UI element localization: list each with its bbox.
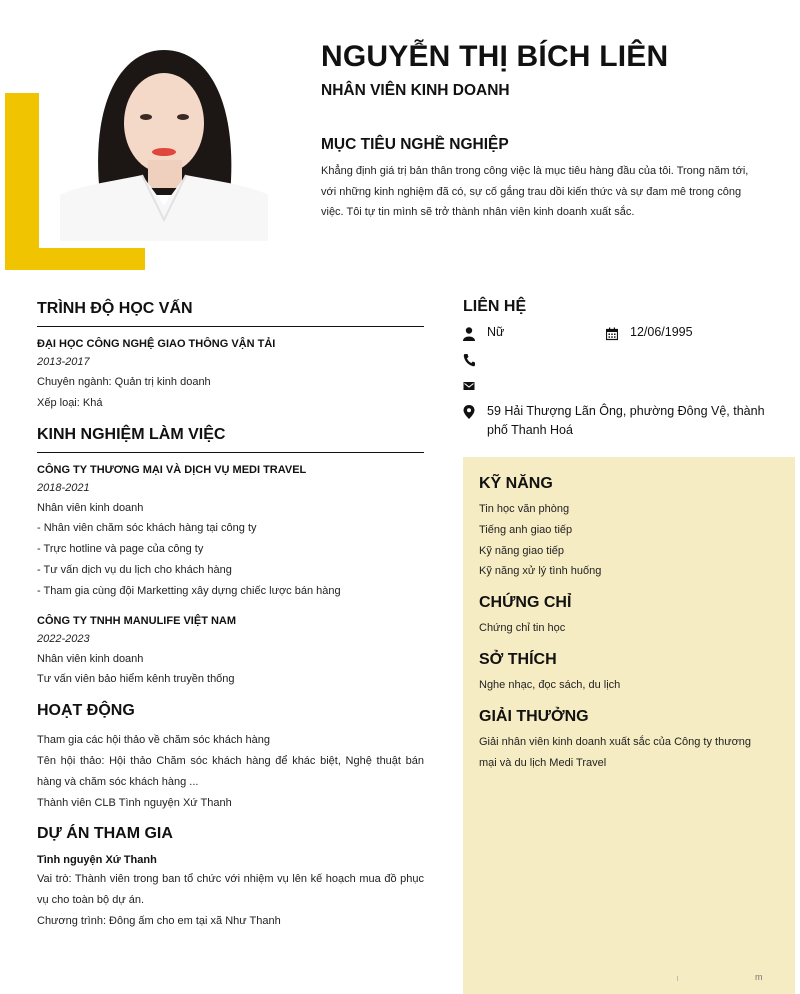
- experience-heading: KINH NGHIỆM LÀM VIỆC: [37, 425, 226, 443]
- projects-section: [37, 823, 424, 931]
- experience-line: - Trực hotline và page của công ty: [37, 543, 204, 556]
- experience-date: 2018-2021: [37, 481, 90, 494]
- projects-heading: DỰ ÁN THAM GIA: [37, 825, 173, 843]
- person-icon: [463, 327, 475, 341]
- awards-text: Giải nhân viên kinh doanh xuất sắc của Công ty thương mại và du lịch Medi Travel: [479, 735, 752, 769]
- footer-mark-line: [677, 976, 678, 981]
- hobbies-heading: SỞ THÍCH: [479, 650, 557, 668]
- experience-line: Nhân viên kinh doanh: [37, 501, 144, 514]
- education-date: 2013-2017: [37, 356, 90, 368]
- skill-item: Tiếng anh giao tiếp: [479, 523, 573, 536]
- education-section: [37, 298, 424, 414]
- job-title: NHÂN VIÊN KINH DOANH: [321, 82, 510, 99]
- experience-section: [37, 424, 424, 691]
- contact-row-phone: [463, 348, 783, 374]
- contact-heading: LIÊN HỆ: [463, 298, 527, 315]
- experience-line: - Nhân viên chăm sóc khách hàng tại công ty: [37, 522, 257, 535]
- location-pin-icon: [463, 405, 475, 419]
- address-value: 59 Hải Thượng Lãn Ông, phường Đông Vệ, thành phố Thanh Hoá: [487, 404, 765, 437]
- activities-section: [37, 700, 424, 813]
- skill-item: Kỹ năng giao tiếp: [479, 544, 565, 557]
- contact-row-address: [463, 402, 783, 440]
- company-name: CÔNG TY THƯƠNG MẠI VÀ DỊCH VỤ MEDI TRAVEL: [37, 463, 307, 476]
- profile-photo: [60, 45, 268, 241]
- awards-heading: GIẢI THƯỞNG: [479, 707, 589, 725]
- activities-heading: HOẠT ĐỘNG: [37, 702, 135, 720]
- project-line: Vai trò: Thành viên trong ban tổ chức với nhiệm vụ lên kế hoạch mua đồ phục vụ cho toàn bộ dự án.: [37, 873, 424, 907]
- experience-line: - Tư vấn dịch vụ du lịch cho khách hàng: [37, 563, 232, 576]
- activity-line: Thành viên CLB Tình nguyện Xứ Thanh: [37, 796, 232, 809]
- calendar-icon: [606, 327, 618, 341]
- project-line: Chương trình: Đông ấm cho em tại xã Như Thanh: [37, 914, 281, 927]
- contact-row-gender-birthday: [463, 322, 783, 348]
- birthday-value: 12/06/1995: [630, 325, 693, 339]
- gender-value: Nữ: [487, 325, 505, 339]
- skill-item: Kỹ năng xử lý tình huống: [479, 565, 602, 578]
- contact-row-email: [463, 374, 783, 400]
- accent-bar-horizontal: [5, 248, 145, 270]
- phone-icon: [463, 353, 475, 367]
- experience-date: 2022-2023: [37, 632, 90, 645]
- objective-text: Khẳng định giá trị bản thân trong công việc là mục tiêu hàng đầu của tôi. Trong năm tới, với những kinh nghiệm đã có, sự cố gắng trau dồi kiến thức và sự đam mê trong công việc. Tôi tự tin mình sẽ trở thành nhân viên kinh doanh xuất sắc.: [321, 165, 749, 218]
- company-name: CÔNG TY TNHH MANULIFE VIỆT NAM: [37, 614, 237, 627]
- certificate-item: Chứng chỉ tin học: [479, 622, 566, 635]
- education-grade: Xếp loại: Khá: [37, 396, 103, 409]
- certificates-heading: CHỨNG CHỈ: [479, 594, 572, 612]
- project-name: Tình nguyện Xứ Thanh: [37, 854, 157, 867]
- hobbies-text: Nghe nhạc, đọc sách, du lịch: [479, 678, 621, 691]
- skill-item: Tin học văn phòng: [479, 503, 570, 515]
- education-major: Chuyên ngành: Quản trị kinh doanh: [37, 376, 211, 388]
- accent-bar-vertical: [5, 93, 39, 270]
- footer-mark: m: [755, 972, 763, 982]
- objective-heading: MỤC TIÊU NGHỀ NGHIỆP: [321, 136, 509, 153]
- section-divider: [37, 452, 424, 453]
- sidebar-panel: [463, 457, 795, 994]
- candidate-name: NGUYỄN THỊ BÍCH LIÊN: [321, 40, 669, 73]
- email-icon: [463, 379, 475, 393]
- section-divider: [37, 326, 424, 327]
- left-column: [37, 298, 424, 932]
- school-name: ĐẠI HỌC CÔNG NGHỆ GIAO THÔNG VẬN TẢI: [37, 338, 276, 350]
- experience-line: Tư vấn viên bảo hiểm kênh truyền thống: [37, 673, 235, 686]
- activity-line: Tên hội thảo: Hội thảo Chăm sóc khách hàng để khác biệt, Nghệ thuật bán hàng và chăm sóc khách hàng ...: [37, 754, 424, 788]
- education-heading: TRÌNH ĐỘ HỌC VẤN: [37, 300, 193, 317]
- activity-line: Tham gia các hội thảo về chăm sóc khách hàng: [37, 734, 270, 747]
- contact-section: [463, 296, 783, 440]
- experience-line: Nhân viên kinh doanh: [37, 652, 144, 665]
- skills-heading: KỸ NĂNG: [479, 475, 553, 492]
- experience-line: - Tham gia cùng đội Marketting xây dựng chiếc lược bán hàng: [37, 584, 341, 597]
